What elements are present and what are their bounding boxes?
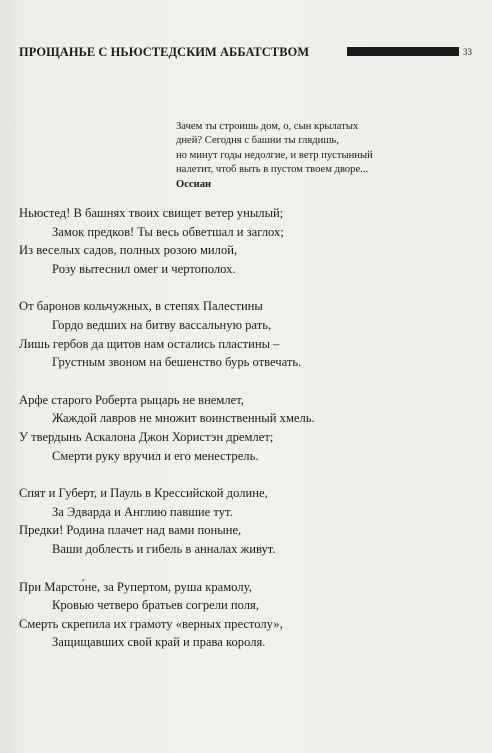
stanza <box>19 578 479 652</box>
verse-line: Спят и Губерт, и Пауль в Крессийской долине, <box>19 486 268 501</box>
epigraph-line: но минут годы недолгие, и ветр пустынный <box>176 149 373 161</box>
verse-line: За Эдварда и Англию павшие тут. <box>52 504 233 519</box>
verse-line: Защищавших свой край и права короля. <box>52 635 266 650</box>
verse-line: Жаждой лавров не множит воинственный хмель. <box>52 411 315 426</box>
verse-line: При Марсто́не, за Рупертом, руша крамолу, <box>19 579 252 594</box>
epigraph-author: Оссиан <box>176 178 212 190</box>
verse-line: Арфе старого Роберта рыцарь не внемлет, <box>19 392 244 407</box>
running-title: ПРОЩАНЬЕ С НЬЮСТЕДСКИМ АББАТСТВОМ <box>19 45 310 59</box>
epigraph-line: Зачем ты строишь дом, о, сын крылатых <box>176 121 359 132</box>
stanza <box>19 391 479 465</box>
poem-body <box>19 204 479 671</box>
running-header <box>19 44 473 64</box>
epigraph-line: дней? Сегодня с башни ты глядишь, <box>176 135 339 147</box>
verse-line: Из веселых садов, полных розою милой, <box>19 243 238 258</box>
stanza <box>19 297 479 371</box>
verse-line: Грустным звоном на бешенство бурь отвечать. <box>52 355 302 370</box>
verse-line: У твердынь Аскалона Джон Хористэн дремлет; <box>19 429 274 444</box>
stanza <box>19 204 479 278</box>
header-decorative-bar <box>347 47 459 56</box>
verse-line: Замок предков! Ты весь обветшал и заглох; <box>52 224 284 239</box>
verse-line: Ваши доблесть и гибель в анналах живут. <box>52 541 276 556</box>
page-number: 33 <box>463 47 472 57</box>
verse-line: Смерти руку вручил и его менестрель. <box>52 448 259 463</box>
verse-line: От баронов кольчужных, в степях Палестины <box>19 299 263 314</box>
epigraph-line: налетит, чтоб выть в пустом твоем дворе... <box>176 164 369 176</box>
verse-line: Кровью четверо братьев согрели поля, <box>52 598 259 613</box>
verse-line: Лишь гербов да щитов нам остались пластины – <box>19 336 280 351</box>
verse-line: Смерть скрепила их грамоту «верных престолу», <box>19 616 283 631</box>
epigraph <box>176 120 466 192</box>
verse-line: Предки! Родина плачет над вами поныне, <box>19 523 242 538</box>
verse-line: Гордо ведших на битву вассальную рать, <box>52 317 272 332</box>
verse-line: Розу вытеснил омег и чертополох. <box>52 261 236 276</box>
verse-line: Ньюстед! В башнях твоих свищет ветер унылый; <box>19 206 284 220</box>
stanza <box>19 484 479 558</box>
